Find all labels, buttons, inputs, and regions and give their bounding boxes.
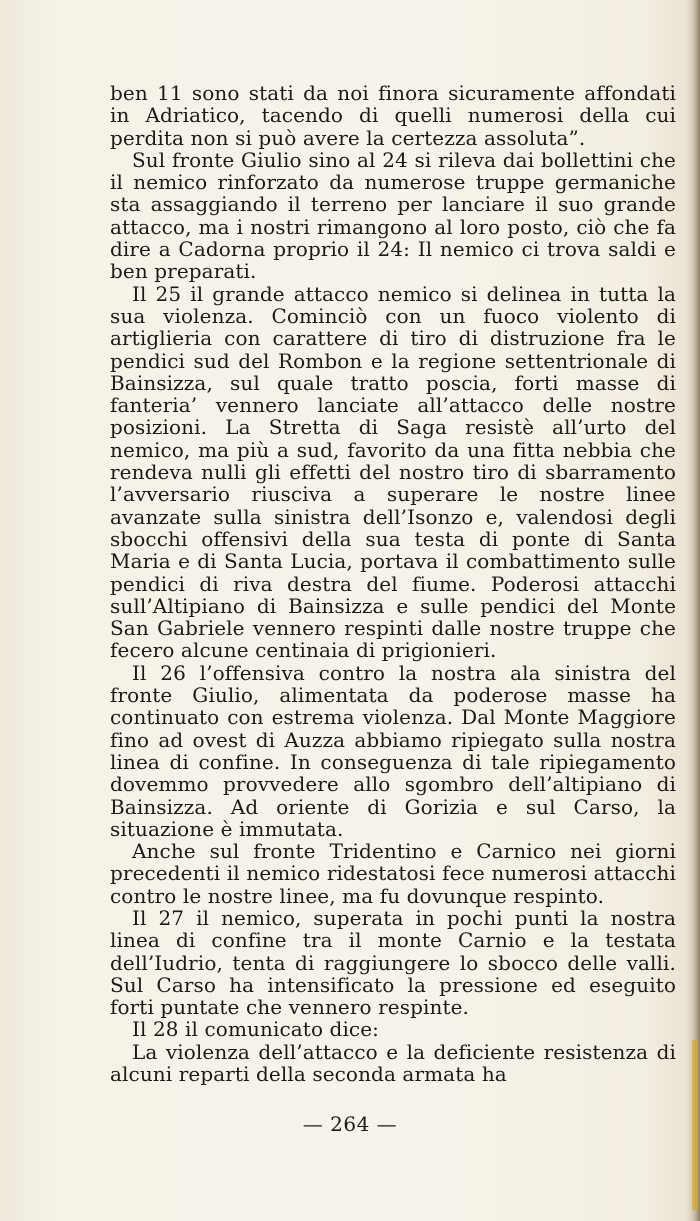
paragraph-4: Il 26 l’offensiva contro la nostra ala sinistra del fronte Giulio, alimentata da poderose masse ha continuato con estrema violenza. Dal Monte Maggiore fino ad ovest di Auzza abbiamo ripiegato sulla nostra linea di confine. In conseguenza di tale ripiegamento dovemmo provvedere allo sgombro dell’altipiano di Bainsizza. Ad oriente di Gorizia e sul Carso, la situazione è immutata. <box>110 660 676 841</box>
page-edge-shadow <box>686 0 700 1221</box>
paragraph-5: Anche sul fronte Tridentino e Carnico nei giorni precedenti il nemico ridestatosi fece numerosi attacchi contro le nostre linee, ma fu dovunque respinto. <box>110 839 676 908</box>
page-edge-stain <box>692 1040 698 1210</box>
paragraph-3: Il 25 il grande attacco nemico si delinea in tutta la sua violenza. Cominciò con un fuoco violento di artiglieria con carattere di tiro di distruzione fra le pendici sud del Rombon e la regione settentrionale di Bainsizza, sul quale tratto poscia, forti masse di fanteria’ vennero lanciate all’attacco delle nostre posizioni. La Stretta di Saga resistè all’urto del nemico, ma più a sud, favorito da una fitta nebbia che rendeva nulli gli effetti del nostro tiro di sbarramento l’avversario riusciva a superare le nostre linee avanzate sulla sinistra dell’Isonzo e, valendosi degli sbocchi offensivi della sua testa di ponte di Santa Maria e di Santa Lucia, portava il combattimento sulle pendici di riva destra del fiume. Poderosi attacchi sull’Altipiano di Bainsizza e sulle pendici del Monte San Gabriele vennero respinti dalle nostre truppe che fecero alcune centinaia di prigionieri. <box>110 281 676 663</box>
paragraph-8: La violenza dell’attacco e la deficiente resistenza di alcuni reparti della seconda armata ha <box>110 1039 676 1087</box>
page-number: — 264 — <box>302 1112 398 1136</box>
paragraph-1: ben 11 sono stati da noi finora sicuramente affondati in Adriatico, tacendo di quelli numerosi della cui perdita non si può avere la certezza assoluta”. <box>110 81 676 150</box>
body-text <box>110 82 676 1085</box>
paragraph-2: Sul fronte Giulio sino al 24 si rileva dai bollettini che il nemico rinforzato da numerose truppe germaniche sta assaggiando il terreno per lanciare il suo grande attacco, ma i nostri rimangono al loro posto, ciò che fa dire a Cadorna proprio il 24: Il nemico ci trova saldi e ben preparati. <box>110 147 676 284</box>
paragraph-6: Il 27 il nemico, superata in pochi punti la nostra linea di confine tra il monte Carnio e la testata dell’Iudrio, tenta di raggiungere lo sbocco delle valli. Sul Carso ha intensificato la pressione ed eseguito forti puntate che vennero respinte. <box>110 905 676 1020</box>
paragraph-7: Il 28 il comunicato dice: <box>132 1017 380 1042</box>
